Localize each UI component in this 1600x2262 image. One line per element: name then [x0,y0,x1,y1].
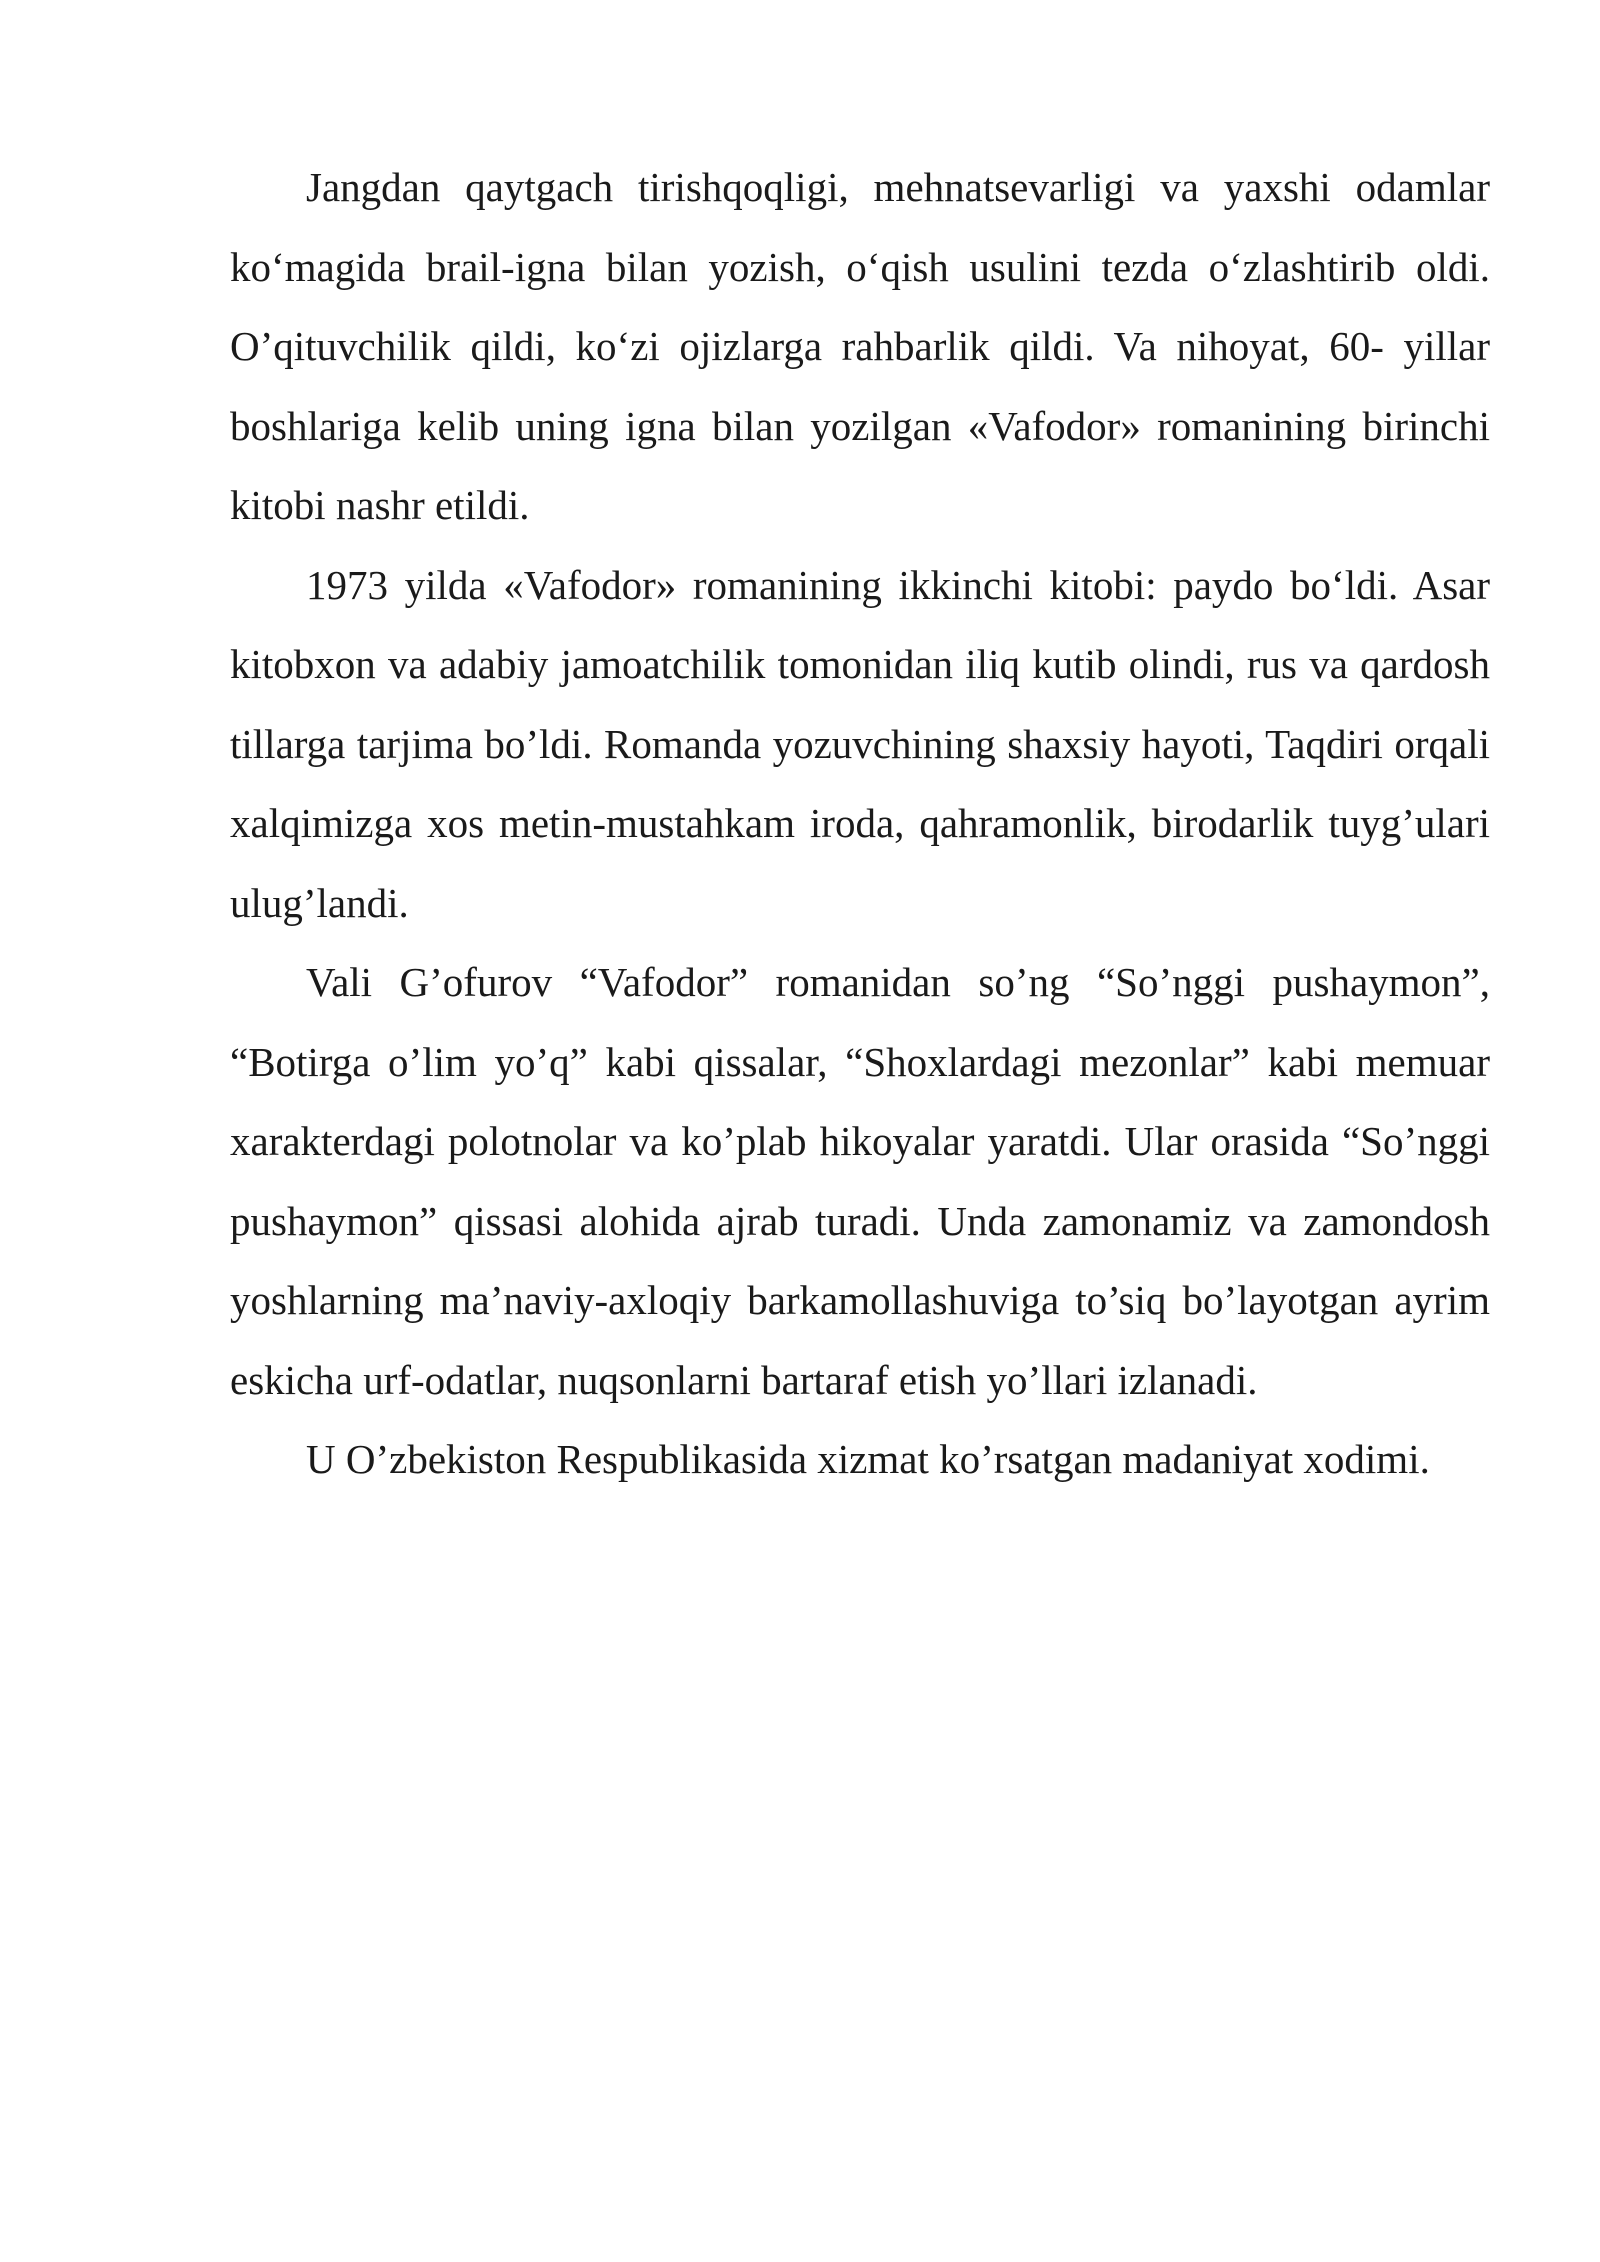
document-body [230,148,1490,1500]
paragraph-1: Jangdan qaytgach tirishqoqligi, mehnatsevarligi va yaxshi odamlar ko‘magida brail-igna bilan yozish, o‘qish usulini tezda o‘zlashtirib oldi. O’qituvchilik qildi, ko‘zi ojizlarga rahbarlik qildi. Va nihoyat, 60- yillar boshlariga kelib uning igna bilan yozilgan «Vafodor» romanining birinchi kitobi nashr etildi. [230,164,1490,528]
paragraph-2: 1973 yilda «Vafodor» romanining ikkinchi kitobi: paydo bo‘ldi. Asar kitobxon va adabiy jamoatchilik tomonidan iliq kutib olindi, rus va qardosh tillarga tarjima bo’ldi. Romanda yozuvchining shaxsiy hayoti, Taqdiri orqali xalqimizga xos metin-mustahkam iroda, qahramonlik, birodarlik tuyg’ulari ulug’landi. [230,561,1490,926]
paragraph-3: Vali G’ofurov “Vafodor” romanidan so’ng “So’nggi pushaymon”, “Botirga o’lim yo’q” kabi qissalar, “Shoxlardagi mezonlar” kabi memuar xarakterdagi polotnolar va ko’plab hikoyalar yaratdi. Ular orasida “So’nggi pushaymon” qissasi alohida ajrab turadi. Unda zamonamiz va zamondosh yoshlarning ma’naviy-axloqiy barkamollashuviga to’siq bo’layotgan ayrim eskicha urf-odatlar, nuqsonlarni bartaraf etish yo’llari izlanadi. [230,959,1490,1403]
paragraph-4: U O’zbekiston Respublikasida xizmat ko’rsatgan madaniyat xodimi. [306,1436,1430,1482]
